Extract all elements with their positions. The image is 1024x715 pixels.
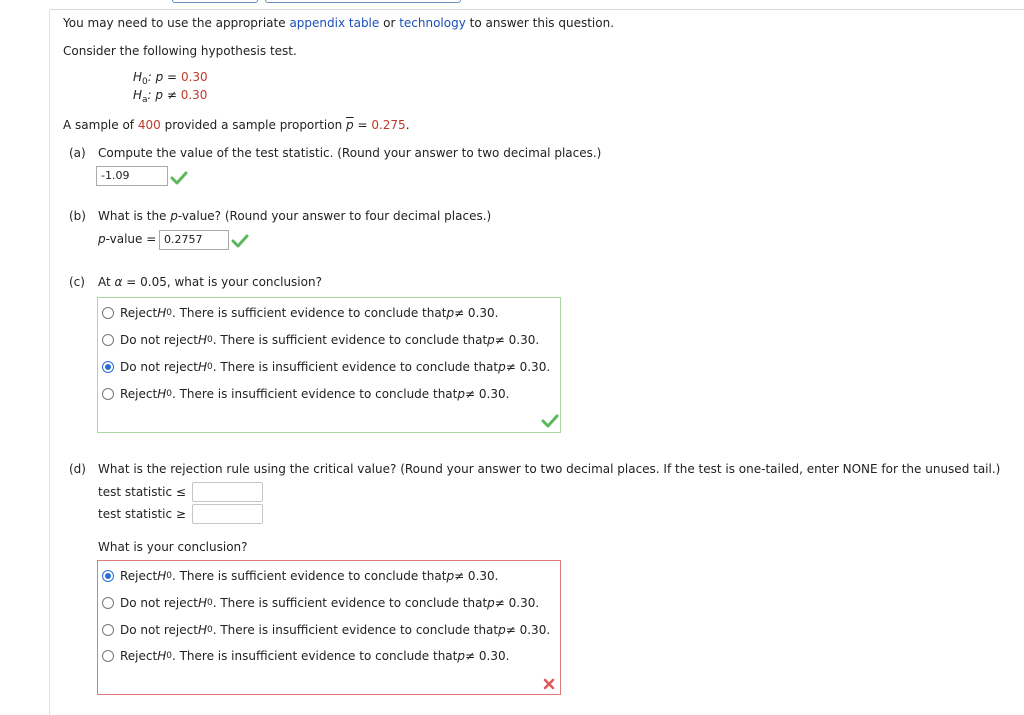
p-symbol: p xyxy=(457,649,465,663)
radio-button[interactable] xyxy=(102,650,114,662)
option-text-a: Reject xyxy=(120,306,158,320)
option-text-b: . There is insufficient evidence to conclude that xyxy=(212,360,499,374)
sample-proportion-value: 0.275 xyxy=(371,118,406,132)
intro-middle: or xyxy=(379,16,400,30)
h-symbol: H xyxy=(197,360,207,374)
ha-subscript: a xyxy=(142,95,148,105)
option-text-a: Do not reject xyxy=(120,333,198,347)
option-text-c: ≠ 0.30. xyxy=(465,649,510,663)
h-subscript: 0 xyxy=(206,625,213,635)
h-subscript: 0 xyxy=(206,335,213,345)
option-text-c: ≠ 0.30. xyxy=(494,596,540,610)
h0-subscript: 0 xyxy=(142,77,148,87)
p-symbol: p xyxy=(487,596,495,610)
part-b-label: (b) xyxy=(69,209,86,223)
sample-middle: provided a sample proportion xyxy=(160,118,347,132)
option-text-a: Do not reject xyxy=(120,596,198,610)
radio-button[interactable] xyxy=(102,624,114,636)
part-c-option-3[interactable] xyxy=(102,360,550,374)
top-tab-left[interactable] xyxy=(172,0,258,3)
option-text-a: Reject xyxy=(120,649,158,663)
h-symbol: H xyxy=(197,333,207,347)
top-tab-right[interactable] xyxy=(265,0,461,3)
top-divider xyxy=(50,9,1024,10)
intro-suffix: to answer this question. xyxy=(465,16,615,30)
check-icon xyxy=(170,171,188,185)
part-b-question-pre: What is the xyxy=(98,209,171,223)
p-value-label-p: p xyxy=(98,232,106,246)
part-a-question: Compute the value of the test statistic. (Round your answer to two decimal places.) xyxy=(98,146,602,160)
radio-button-selected[interactable] xyxy=(102,570,114,582)
option-text-c: ≠ 0.30. xyxy=(454,306,499,320)
check-icon xyxy=(231,234,249,248)
option-text-c: ≠ 0.30. xyxy=(505,623,551,637)
part-a-label: (a) xyxy=(69,146,86,160)
part-c-option-4[interactable] xyxy=(102,387,509,401)
part-c-question xyxy=(98,275,322,289)
upper-tail-input[interactable] xyxy=(192,504,263,524)
x-icon xyxy=(543,678,555,690)
p-symbol: p xyxy=(446,306,455,320)
intro-prefix: You may need to use the appropriate xyxy=(63,16,290,30)
appendix-table-link[interactable]: appendix table xyxy=(289,16,380,30)
radio-button-selected[interactable] xyxy=(102,361,114,373)
option-text-a: Do not reject xyxy=(120,360,198,374)
sample-equals: = xyxy=(353,118,372,132)
alt-hypothesis xyxy=(133,88,207,105)
h-symbol: H xyxy=(157,306,167,320)
h-subscript: 0 xyxy=(206,598,213,608)
option-text-a: Do not reject xyxy=(120,623,198,637)
part-d-option-1[interactable] xyxy=(102,569,498,583)
part-b-answer-field[interactable]: 0.2757 xyxy=(159,230,229,250)
p-value-label-rest: -value = xyxy=(105,232,157,246)
radio-button[interactable] xyxy=(102,307,114,319)
ha-relation: : p ≠ xyxy=(147,88,181,102)
alpha-symbol: α xyxy=(114,275,123,289)
option-text-b: . There is insufficient evidence to conclude that xyxy=(171,649,458,663)
part-d-conclusion-question: What is your conclusion? xyxy=(98,540,248,554)
h-subscript: 0 xyxy=(166,571,172,581)
part-c-option-1[interactable] xyxy=(102,306,498,320)
ha-value: 0.30 xyxy=(180,88,208,102)
part-d-option-3[interactable] xyxy=(102,623,550,637)
part-c-option-2[interactable] xyxy=(102,333,539,347)
part-b-question-post: -value? (Round your answer to four decimal places.) xyxy=(177,209,492,223)
upper-tail-label: test statistic ≥ xyxy=(98,507,186,521)
option-text-b: . There is insufficient evidence to conclude that xyxy=(171,387,458,401)
p-value-label xyxy=(98,232,156,246)
option-text-b: . There is sufficient evidence to conclude that xyxy=(212,333,488,347)
h-symbol: H xyxy=(197,623,207,637)
h-symbol: H xyxy=(157,569,167,583)
h-symbol: H xyxy=(157,387,167,401)
part-b-question xyxy=(98,209,491,223)
part-c-question-post: = 0.05, what is your conclusion? xyxy=(122,275,322,289)
part-d-option-2[interactable] xyxy=(102,596,539,610)
sample-period: . xyxy=(405,118,410,132)
p-symbol: p xyxy=(446,569,455,583)
part-a-answer-field[interactable]: -1.09 xyxy=(96,166,168,186)
h0-value: 0.30 xyxy=(180,70,208,84)
option-text-c: ≠ 0.30. xyxy=(465,387,510,401)
part-c-question-pre: At xyxy=(98,275,115,289)
part-d-question: What is the rejection rule using the critical value? (Round your answer to two decimal places. If the test is one-tailed, enter NONE for the unused tail.) xyxy=(98,462,1001,476)
option-text-b: . There is sufficient evidence to conclude that xyxy=(171,569,447,583)
option-text-a: Reject xyxy=(120,569,158,583)
p-symbol: p xyxy=(457,387,465,401)
ha-symbol: H xyxy=(133,88,143,102)
p-symbol: p xyxy=(498,623,506,637)
part-b-question-p: p xyxy=(170,209,178,223)
h-symbol: H xyxy=(197,596,207,610)
radio-button[interactable] xyxy=(102,334,114,346)
option-text-a: Reject xyxy=(120,387,158,401)
option-text-b: . There is sufficient evidence to conclude that xyxy=(212,596,488,610)
part-d-option-4[interactable] xyxy=(102,649,509,663)
top-bar xyxy=(0,0,1024,10)
check-icon xyxy=(541,414,559,428)
option-text-c: ≠ 0.30. xyxy=(454,569,499,583)
sample-size: 400 xyxy=(137,118,161,132)
h-subscript: 0 xyxy=(166,308,172,318)
h0-relation: : p = xyxy=(147,70,181,84)
p-symbol: p xyxy=(487,333,495,347)
option-text-b: . There is sufficient evidence to conclude that xyxy=(171,306,447,320)
null-hypothesis xyxy=(133,70,208,87)
radio-button[interactable] xyxy=(102,597,114,609)
intro-text xyxy=(63,16,614,30)
prompt-text: Consider the following hypothesis test. xyxy=(63,44,297,58)
sample-text xyxy=(63,118,410,132)
h-symbol: H xyxy=(157,649,167,663)
option-text-b: . There is insufficient evidence to conclude that xyxy=(212,623,499,637)
h-subscript: 0 xyxy=(206,362,213,372)
part-d-label: (d) xyxy=(69,462,86,476)
h-subscript: 0 xyxy=(166,651,172,661)
part-c-label: (c) xyxy=(69,275,85,289)
p-bar-symbol: $\overline{p}$ xyxy=(346,118,354,132)
part-d-choices xyxy=(97,560,561,695)
h0-symbol: H xyxy=(133,70,143,84)
lower-tail-label: test statistic ≤ xyxy=(98,485,186,499)
p-symbol: p xyxy=(498,360,506,374)
sample-prefix: A sample of xyxy=(63,118,138,132)
option-text-c: ≠ 0.30. xyxy=(494,333,540,347)
technology-link[interactable]: technology xyxy=(399,16,466,30)
part-c-choices xyxy=(97,297,561,433)
option-text-c: ≠ 0.30. xyxy=(505,360,551,374)
left-divider xyxy=(49,10,50,715)
radio-button[interactable] xyxy=(102,388,114,400)
lower-tail-input[interactable] xyxy=(192,482,263,502)
h-subscript: 0 xyxy=(166,389,172,399)
